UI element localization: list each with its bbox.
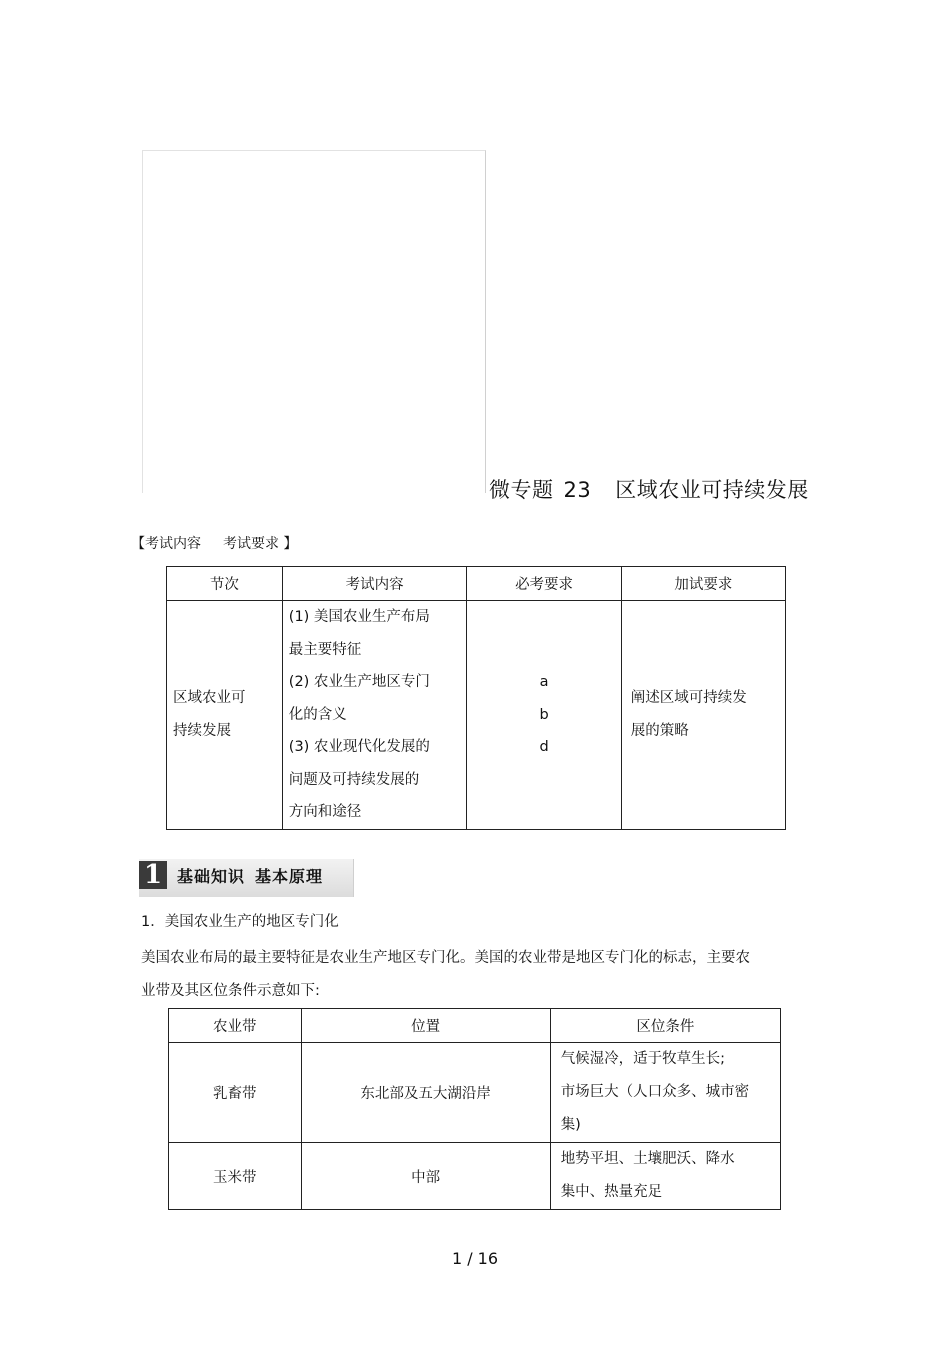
section-number: 1: [139, 861, 167, 889]
header-cell: 必考要求: [467, 567, 621, 601]
header-cell: 位置: [301, 1009, 550, 1043]
extra-cell: 阐述区域可持续发 展的策略: [621, 601, 785, 830]
table-row: [167, 601, 786, 830]
section-cell: 区域农业可 持续发展: [167, 601, 283, 830]
header-cell: 考试内容: [282, 567, 467, 601]
header-cell: 农业带: [169, 1009, 302, 1043]
required-cell: a b d: [467, 601, 621, 830]
table-header-row: [169, 1009, 781, 1043]
image-placeholder: [142, 150, 486, 493]
subheading: 1．美国农业生产的地区专门化: [141, 914, 339, 930]
header-cell: 区位条件: [550, 1009, 780, 1043]
exam-requirements-table: [166, 566, 786, 830]
table-row: [169, 1043, 781, 1143]
location-cell: 中部: [301, 1143, 550, 1210]
conditions-cell: 气候湿冷，适于牧草生长; 市场巨大（人口众多、城市密 集): [550, 1043, 780, 1143]
exam-requirements-label: 【考试内容 考试要求 】: [131, 536, 298, 552]
location-cell: 东北部及五大湖沿岸: [301, 1043, 550, 1143]
belt-cell: 玉米带: [169, 1143, 302, 1210]
belt-cell: 乳畜带: [169, 1043, 302, 1143]
content-cell: (1) 美国农业生产布局 最主要特征 (2) 农业生产地区专门 化的含义 (3) 农业现代化发展的 问题及可持续发展的 方向和途径: [282, 601, 467, 830]
conditions-cell: 地势平坦、土壤肥沃、降水 集中、热量充足: [550, 1143, 780, 1210]
page-title: 微专题 23 区域农业可持续发展: [489, 478, 809, 502]
page-number: 1 / 16: [451, 1249, 499, 1268]
section-title: 基础知识 基本原理: [177, 867, 324, 886]
section-banner: [139, 859, 354, 897]
header-cell: 节次: [167, 567, 283, 601]
paragraph: 美国农业布局的最主要特征是农业生产地区专门化。美国的农业带是地区专门化的标志，主要农业带及其区位条件示意如下:: [141, 950, 750, 999]
header-cell: 加试要求: [621, 567, 785, 601]
table-header-row: [167, 567, 786, 601]
agriculture-belt-table: [168, 1008, 781, 1210]
table-row: [169, 1143, 781, 1210]
